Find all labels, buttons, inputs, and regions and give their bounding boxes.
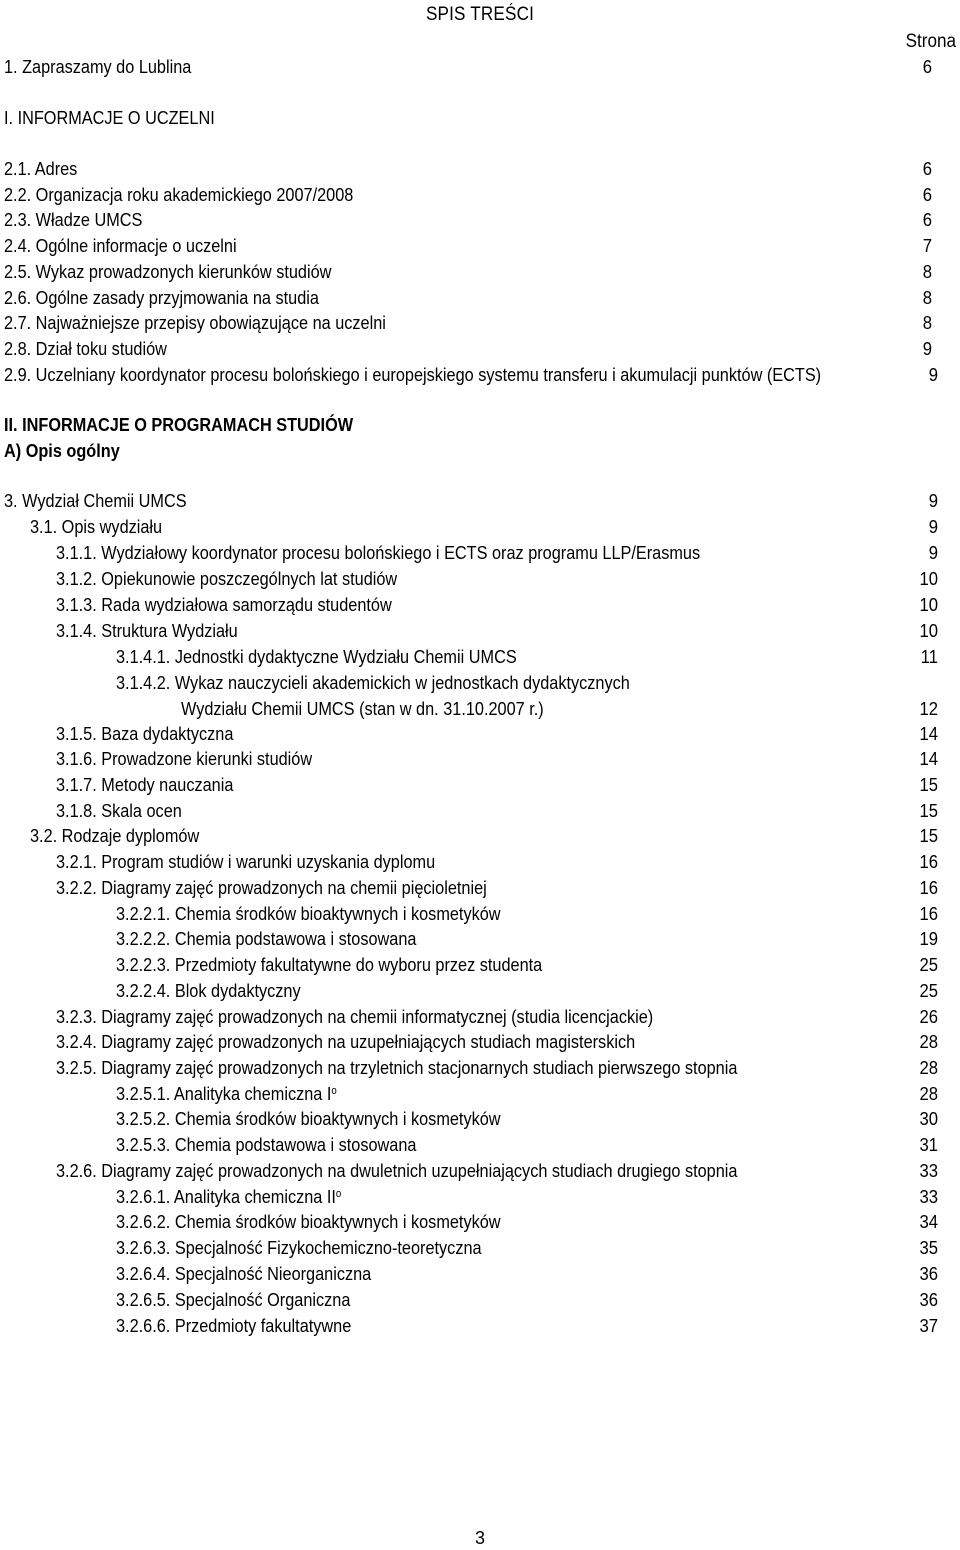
toc-entry <box>0 260 960 284</box>
toc-entry <box>0 722 960 746</box>
toc-entry <box>0 1056 960 1080</box>
toc-entry <box>0 747 960 771</box>
toc-entry-page: 25 <box>919 980 938 1001</box>
toc-entry-page: 10 <box>919 568 938 589</box>
toc-entry <box>0 1236 960 1260</box>
toc-entry <box>0 286 960 310</box>
toc-entry-title: 3.1.3. Rada wydziałowa samorządu studentów <box>56 594 392 615</box>
toc-entry-page: 36 <box>919 1263 938 1284</box>
toc-entry-page: 15 <box>919 825 938 846</box>
toc-entry-page: 9 <box>928 542 938 563</box>
toc-entry <box>0 1107 960 1131</box>
toc-entry-title: 3.2.4. Diagramy zajęć prowadzonych na uzupełniających studiach magisterskich <box>56 1031 636 1052</box>
toc-entry <box>0 439 960 463</box>
degree-superscript: o <box>335 1188 342 1200</box>
toc-entry <box>0 157 960 181</box>
toc-entry <box>0 311 960 335</box>
toc-entry-title: 3.1.4.1. Jednostki dydaktyczne Wydziału Chemii UMCS <box>116 646 517 667</box>
toc-entry-title: 2.9. Uczelniany koordynator procesu bolońskiego i europejskiego systemu transferu i akumulacji punktów (ECTS) <box>4 364 822 385</box>
toc-entry <box>0 489 960 513</box>
toc-entry <box>0 1030 960 1054</box>
toc-entry-title: 3.2.2.3. Przedmioty fakultatywne do wyboru przez studenta <box>116 954 543 975</box>
toc-entry-page: 33 <box>919 1160 938 1181</box>
toc-entry-page: 16 <box>919 851 938 872</box>
toc-entry-title: I. INFORMACJE O UCZELNI <box>4 107 215 128</box>
toc-entry-title: II. INFORMACJE O PROGRAMACH STUDIÓW <box>4 414 354 435</box>
toc-entry <box>0 541 960 565</box>
degree-superscript: o <box>331 1085 337 1097</box>
toc-entry <box>0 799 960 823</box>
toc-entry-page: 6 <box>922 158 932 179</box>
toc-entry <box>0 106 960 130</box>
toc-entry-title: 3.2.2.1. Chemia środków bioaktywnych i kosmetyków <box>116 903 501 924</box>
toc-entry-page: 28 <box>919 1083 938 1104</box>
toc-entry-page: 14 <box>919 748 938 769</box>
toc-entry-title: 3.2.2.2. Chemia podstawowa i stosowana <box>116 928 417 949</box>
toc-entry-page: 6 <box>922 56 932 77</box>
toc-entry-title: 1. Zapraszamy do Lublina <box>4 56 192 77</box>
toc-entry <box>0 1262 960 1286</box>
toc-entry-page: 31 <box>919 1134 938 1155</box>
toc-entry <box>0 363 960 387</box>
toc-entry-title: 2.8. Dział toku studiów <box>4 338 167 359</box>
toc-entry <box>0 1314 960 1338</box>
toc-entry-title: 3.1.2. Opiekunowie poszczególnych lat studiów <box>56 568 398 589</box>
toc-entry-title: 3.2.6.5. Specjalność Organiczna <box>116 1289 351 1310</box>
page-column-label: Strona <box>905 31 956 52</box>
toc-entry <box>0 1159 960 1183</box>
toc-entry <box>0 413 960 437</box>
toc-entry <box>0 1133 960 1157</box>
toc-entry <box>0 697 960 721</box>
toc-entry <box>0 515 960 539</box>
toc-entry-page: 6 <box>922 184 932 205</box>
toc-entry <box>0 1185 960 1209</box>
toc-entry <box>0 979 960 1003</box>
toc-entry <box>0 773 960 797</box>
toc-entry-title: 2.1. Adres <box>4 158 78 179</box>
toc-entry <box>0 55 960 79</box>
toc-entry-title: 3.2.5.2. Chemia środków bioaktywnych i kosmetyków <box>116 1108 501 1129</box>
toc-entry-title: 3.2.2.4. Blok dydaktyczny <box>116 980 301 1001</box>
toc-entry-title: 3.1.6. Prowadzone kierunki studiów <box>56 748 313 769</box>
toc-entry <box>0 619 960 643</box>
toc-entry-page: 30 <box>919 1108 938 1129</box>
toc-entry-page: 10 <box>919 620 938 641</box>
toc-entry <box>0 927 960 951</box>
toc-entry-page: 10 <box>919 594 938 615</box>
toc-entry-title: 3.2.1. Program studiów i warunki uzyskania dyplomu <box>56 851 436 872</box>
toc-entry-page: 34 <box>919 1211 938 1232</box>
toc-entry-title: 2.5. Wykaz prowadzonych kierunków studiów <box>4 261 332 282</box>
toc-entry-title: 3.2.6.3. Specjalność Fizykochemiczno-teoretyczna <box>116 1237 482 1258</box>
toc-entry-page: 8 <box>922 312 932 333</box>
toc-entry-title: 2.3. Władze UMCS <box>4 209 143 230</box>
toc-entry-page: 11 <box>920 646 938 667</box>
toc-entry-title: 3.1.4.2. Wykaz nauczycieli akademickich w jednostkach dydaktycznych <box>116 672 630 693</box>
toc-entry-title: 3.1. Opis wydziału <box>30 516 163 537</box>
toc-entry-page: 6 <box>922 209 932 230</box>
toc-entry-title: 3.2.3. Diagramy zajęć prowadzonych na chemii informatycznej (studia licencjackie) <box>56 1006 654 1027</box>
toc-entry <box>0 902 960 926</box>
toc-entry <box>0 953 960 977</box>
page-number: 3 <box>474 1528 485 1548</box>
toc-entry-title: 3.2.5. Diagramy zajęć prowadzonych na trzyletnich stacjonarnych studiach pierwszego stopnia <box>56 1057 738 1078</box>
toc-entry-page: 37 <box>919 1315 938 1336</box>
toc-entry-page: 9 <box>922 338 932 359</box>
toc-entry-title: 3.2.2. Diagramy zajęć prowadzonych na chemii pięcioletniej <box>56 877 487 898</box>
toc-entry <box>0 645 960 669</box>
toc-entry-title: 2.7. Najważniejsze przepisy obowiązujące na uczelni <box>4 312 386 333</box>
toc-entry-title: A) Opis ogólny <box>4 440 120 461</box>
toc-entry-page: 8 <box>922 261 932 282</box>
toc-entry <box>0 824 960 848</box>
toc-entry-title: 2.6. Ogólne zasady przyjmowania na studia <box>4 287 319 308</box>
toc-entry-title: 3.2.5.1. Analityka chemiczna $I^o$ <box>116 1083 337 1104</box>
toc-entry-page: 36 <box>919 1289 938 1310</box>
toc-entry <box>0 876 960 900</box>
toc-entry-page: 8 <box>922 287 932 308</box>
toc-entry-page: 19 <box>919 928 938 949</box>
toc-entry-page: 28 <box>919 1031 938 1052</box>
toc-entry-page: 9 <box>928 490 938 511</box>
toc-entry-page: 25 <box>919 954 938 975</box>
toc-entry-title: Wydziału Chemii UMCS (stan w dn. 31.10.2007 r.) <box>181 698 544 719</box>
toc-entry-page: 16 <box>919 903 938 924</box>
toc-entry-page: 28 <box>919 1057 938 1078</box>
toc-entry <box>0 234 960 258</box>
page-title: SPIS TREŚCI <box>425 4 535 25</box>
toc-entry-page: 26 <box>919 1006 938 1027</box>
toc-entry-title: 3.2.6.4. Specjalność Nieorganiczna <box>116 1263 372 1284</box>
toc-entry-title: 3.1.8. Skala ocen <box>56 800 182 821</box>
toc-entry <box>0 671 960 695</box>
toc-entry-title: 3.2.5.3. Chemia podstawowa i stosowana <box>116 1134 417 1155</box>
toc-entry-title: 3.1.7. Metody nauczania <box>56 774 234 795</box>
toc-entry <box>0 1288 960 1312</box>
toc-entry <box>0 1082 960 1106</box>
toc-entry-title: 3. Wydział Chemii UMCS <box>4 490 187 511</box>
toc-entry-page: 9 <box>928 364 938 385</box>
toc-entry-page: 35 <box>919 1237 938 1258</box>
toc-entry-title: 2.2. Organizacja roku akademickiego 2007/2008 <box>4 184 354 205</box>
toc-entry-title: 3.1.5. Baza dydaktyczna <box>56 723 234 744</box>
toc-entry-title: 3.2. Rodzaje dyplomów <box>30 825 200 846</box>
toc-entry-title: 3.1.1. Wydziałowy koordynator procesu bolońskiego i ECTS oraz programu LLP/Erasmus <box>56 542 701 563</box>
toc-entry-title: 3.2.6.6. Przedmioty fakultatywne <box>116 1315 352 1336</box>
toc-entry <box>0 567 960 591</box>
toc-entry-title: 2.4. Ogólne informacje o uczelni <box>4 235 237 256</box>
toc-entry-page: 9 <box>928 516 938 537</box>
toc-entry-title: 3.2.6.2. Chemia środków bioaktywnych i kosmetyków <box>116 1211 501 1232</box>
toc-entry-title: 3.2.6. Diagramy zajęć prowadzonych na dwuletnich uzupełniających studiach drugiego stopnia <box>56 1160 738 1181</box>
toc-entry-page: 7 <box>922 235 932 256</box>
toc-entry <box>0 337 960 361</box>
toc-entry <box>0 183 960 207</box>
toc-entry-title: 3.1.4. Struktura Wydziału <box>56 620 238 641</box>
toc-entry-page: 33 <box>919 1186 938 1207</box>
toc-entry <box>0 850 960 874</box>
toc-entry-page: 14 <box>919 723 938 744</box>
toc-entry-page: 12 <box>919 698 938 719</box>
toc-entry-title: 3.2.6.1. Analityka chemiczna $II^o$ <box>116 1186 342 1207</box>
toc-entry <box>0 208 960 232</box>
toc-entry <box>0 1005 960 1029</box>
toc-entry <box>0 1210 960 1234</box>
toc-entry-page: 15 <box>919 800 938 821</box>
toc-entry-page: 16 <box>919 877 938 898</box>
toc-entry-page: 15 <box>919 774 938 795</box>
toc-entry <box>0 593 960 617</box>
